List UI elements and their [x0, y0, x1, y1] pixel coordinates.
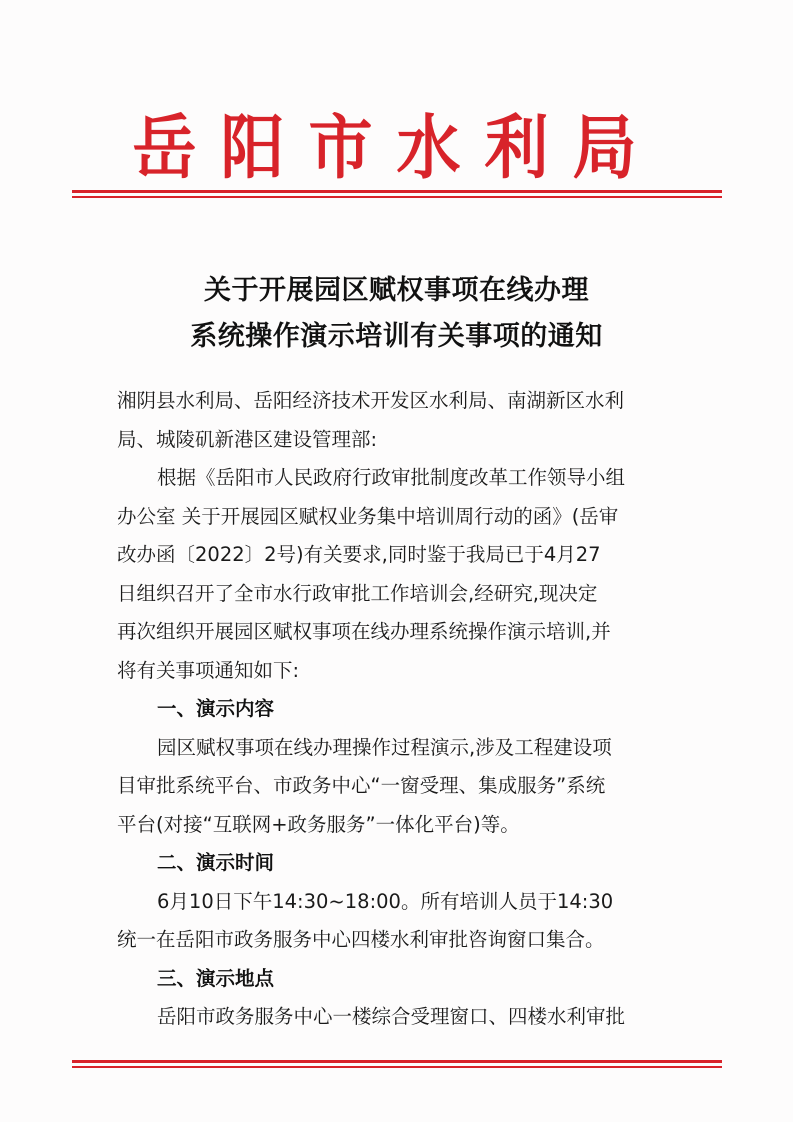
paragraph-line: 日组织召开了全市水行政审批工作培训会,经研究,现决定 [117, 581, 598, 605]
document-title [0, 268, 793, 360]
header-divider-thick [72, 190, 722, 193]
org-name-heading: 岳阳市水利局 [132, 107, 661, 189]
paragraph-line: 改办函〔2022〕2号)有关要求,同时鉴于我局已于4月27 [117, 543, 601, 566]
paragraph-line: 岳阳市政务服务中心一楼综合受理窗口、四楼水利审批 [157, 1005, 626, 1028]
document-body [117, 382, 689, 1037]
paragraph-line: 平台(对接“互联网+政务服务”一体化平台)等。 [117, 812, 520, 836]
addressee-line: 局、城陵矶新港区建设管理部: [117, 427, 378, 451]
paragraph-line: 将有关事项通知如下: [117, 658, 300, 682]
title-line-1: 关于开展园区赋权事项在线办理 [204, 275, 589, 306]
title-line-2: 系统操作演示培训有关事项的通知 [190, 321, 603, 352]
section-heading-time: 二、演示时间 [157, 851, 275, 874]
paragraph-line: 统一在岳阳市政务服务中心四楼水利审批咨询窗口集合。 [117, 928, 605, 951]
section-heading-location: 三、演示地点 [157, 966, 275, 990]
letterhead [0, 104, 793, 194]
paragraph-line: 再次组织开展园区赋权事项在线办理系统操作演示培训,并 [117, 620, 611, 643]
paragraph-line: 办公室 关于开展园区赋权业务集中培训周行动的函》(岳审 [117, 504, 619, 528]
footer-divider-thin [72, 1066, 722, 1068]
section-heading-content: 一、演示内容 [157, 697, 275, 720]
paragraph-line: 目审批系统平台、市政务中心“一窗受理、集成服务”系统 [117, 774, 606, 797]
paragraph-line: 园区赋权事项在线办理操作过程演示,涉及工程建设项 [157, 735, 612, 759]
addressee-line: 湘阴县水利局、岳阳经济技术开发区水利局、南湖新区水利 [117, 389, 625, 412]
header-divider-thin [72, 196, 722, 198]
paragraph-line: 6月10日下午14:30~18:00。所有培训人员于14:30 [157, 889, 614, 913]
paragraph-line: 根据《岳阳市人民政府行政审批制度改革工作领导小组 [157, 466, 626, 489]
footer-divider-thick [72, 1060, 722, 1063]
